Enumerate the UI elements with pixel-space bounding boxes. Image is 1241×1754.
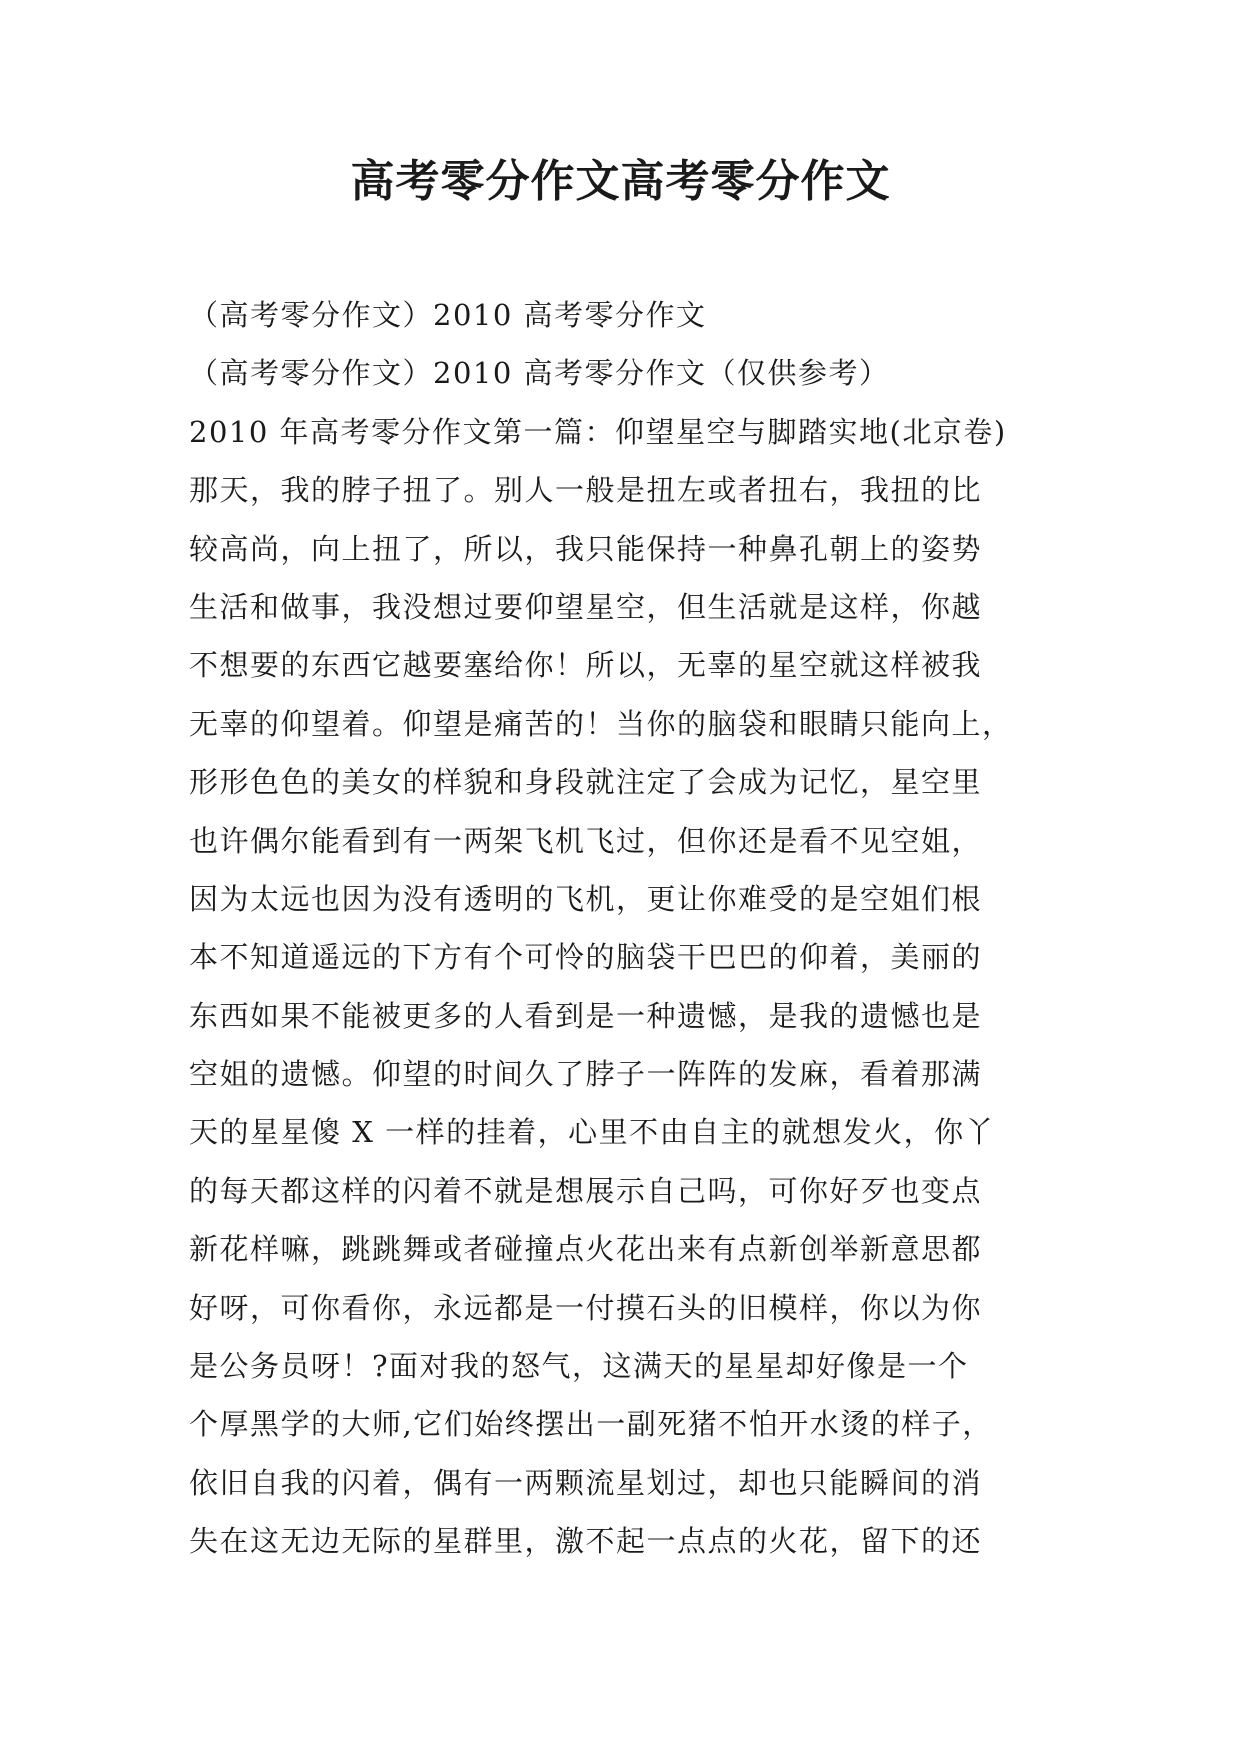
text-line: 形形色色的美女的样貌和身段就注定了会成为记忆，星空里 xyxy=(189,765,983,800)
text-line: 因为太远也因为没有透明的飞机，更让你难受的是空姐们根 xyxy=(189,881,983,916)
text-line: 个厚黑学的大师,它们始终摆出一副死猪不怕开水烫的样子， xyxy=(189,1407,993,1442)
text-line: 不想要的东西它越要塞给你！所以，无辜的星空就这样被我 xyxy=(189,648,983,683)
text-line: 失在这无边无际的星群里，激不起一点点的火花，留下的还 xyxy=(189,1524,983,1559)
text-line: 那天，我的脖子扭了。别人一般是扭左或者扭右，我扭的比 xyxy=(189,473,983,508)
text-line: 新花样嘛，跳跳舞或者碰撞点火花出来有点新创举新意思都 xyxy=(189,1232,983,1267)
text-line: 本不知道遥远的下方有个可怜的脑袋干巴巴的仰着，美丽的 xyxy=(189,940,983,975)
text-line: 生活和做事，我没想过要仰望星空，但生活就是这样，你越 xyxy=(189,589,983,624)
text-line: 的每天都这样的闪着不就是想展示自己吗，可你好歹也变点 xyxy=(189,1173,983,1208)
text-line: 较高尚，向上扭了，所以，我只能保持一种鼻孔朝上的姿势 xyxy=(189,531,983,566)
document-title: 高考零分作文高考零分作文 xyxy=(350,156,891,207)
document-body xyxy=(189,286,1057,1571)
text-line: 空姐的遗憾。仰望的时间久了脖子一阵阵的发麻，看着那满 xyxy=(189,1057,983,1092)
text-line: （高考零分作文）2010 高考零分作文（仅供参考） xyxy=(189,356,890,391)
text-line: 东西如果不能被更多的人看到是一种遗憾，是我的遗憾也是 xyxy=(189,998,983,1033)
text-line: 无辜的仰望着。仰望是痛苦的！当你的脑袋和眼睛只能向上， xyxy=(189,706,1013,741)
text-line: 好呀，可你看你，永远都是一付摸石头的旧模样，你以为你 xyxy=(189,1290,983,1325)
text-line: 依旧自我的闪着，偶有一两颗流星划过，却也只能瞬间的消 xyxy=(189,1465,983,1500)
text-line: 也许偶尔能看到有一两架飞机飞过，但你还是看不见空姐， xyxy=(189,823,983,858)
text-line: 是公务员呀！?面对我的怒气，这满天的星星却好像是一个 xyxy=(189,1349,969,1384)
text-line: 天的星星傻 X 一样的挂着，心里不由自主的就想发火，你丫 xyxy=(189,1115,996,1150)
text-line: （高考零分作文）2010 高考零分作文 xyxy=(189,298,707,332)
text-line: 2010 年高考零分作文第一篇：仰望星空与脚踏实地(北京卷) xyxy=(189,414,1007,449)
